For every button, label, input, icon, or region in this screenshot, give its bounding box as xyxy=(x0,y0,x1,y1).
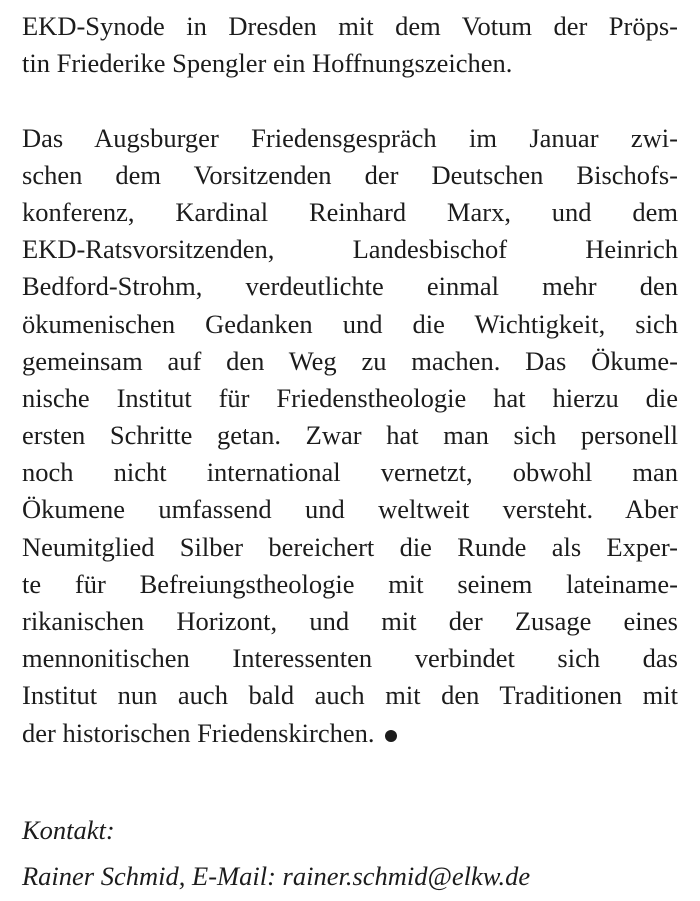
contact-label: Kontakt: xyxy=(22,815,115,845)
article-body xyxy=(22,8,678,752)
paragraph2-last-line xyxy=(22,715,678,752)
contact-line: Rainer Schmid, E-Mail: rainer.schmid@elkw.de xyxy=(22,861,531,891)
paragraph-gap xyxy=(22,82,678,119)
paragraph2-line: Institut nun auch bald auch mit den Traditionen mit xyxy=(22,680,678,711)
paragraph2-line: konferenz, Kardinal Reinhard Marx, und dem xyxy=(22,196,678,227)
paragraph2-line: Neumitglied Silber bereichert die Runde als Exper- xyxy=(22,531,678,562)
paragraph2-line: gemeinsam auf den Weg zu machen. Das Ökume- xyxy=(22,345,678,376)
paragraph2-line: nische Institut für Friedenstheologie hat hierzu die xyxy=(22,382,678,413)
paragraph2-line: Ökumene umfassend und weltweit versteht. Aber xyxy=(22,494,678,525)
paragraph2-line: EKD-Ratsvorsitzenden, Landesbischof Heinrich xyxy=(22,234,678,265)
paragraph2-line: Das Augsburger Friedensgespräch im Januar zwi- xyxy=(22,122,678,153)
paragraph2-line: ersten Schritte getan. Zwar hat man sich personell xyxy=(22,420,678,451)
paragraph2-line: te für Befreiungstheologie mit seinem lateiname- xyxy=(22,568,678,599)
paragraph2-line: noch nicht international vernetzt, obwohl man xyxy=(22,457,678,488)
paragraph2-line: schen dem Vorsitzenden der Deutschen Bischofs- xyxy=(22,159,678,190)
end-mark-icon xyxy=(385,730,397,742)
paragraph2-line: der historischen Friedenskirchen. xyxy=(22,717,375,748)
paragraph1-line: EKD-Synode in Dresden mit dem Votum der Pröps- xyxy=(22,11,678,41)
paragraph1-line: tin Friederike Spengler ein Hoffnungszeichen. xyxy=(22,48,513,79)
paragraph2-line: Bedford-Strohm, verdeutlichte einmal mehr den xyxy=(22,271,678,302)
paragraph2-line: mennonitischen Interessenten verbindet sich das xyxy=(22,643,678,674)
paragraph2-line: ökumenischen Gedanken und die Wichtigkeit, sich xyxy=(22,308,678,339)
paragraph2-line: rikanischen Horizont, und mit der Zusage eines xyxy=(22,606,678,636)
